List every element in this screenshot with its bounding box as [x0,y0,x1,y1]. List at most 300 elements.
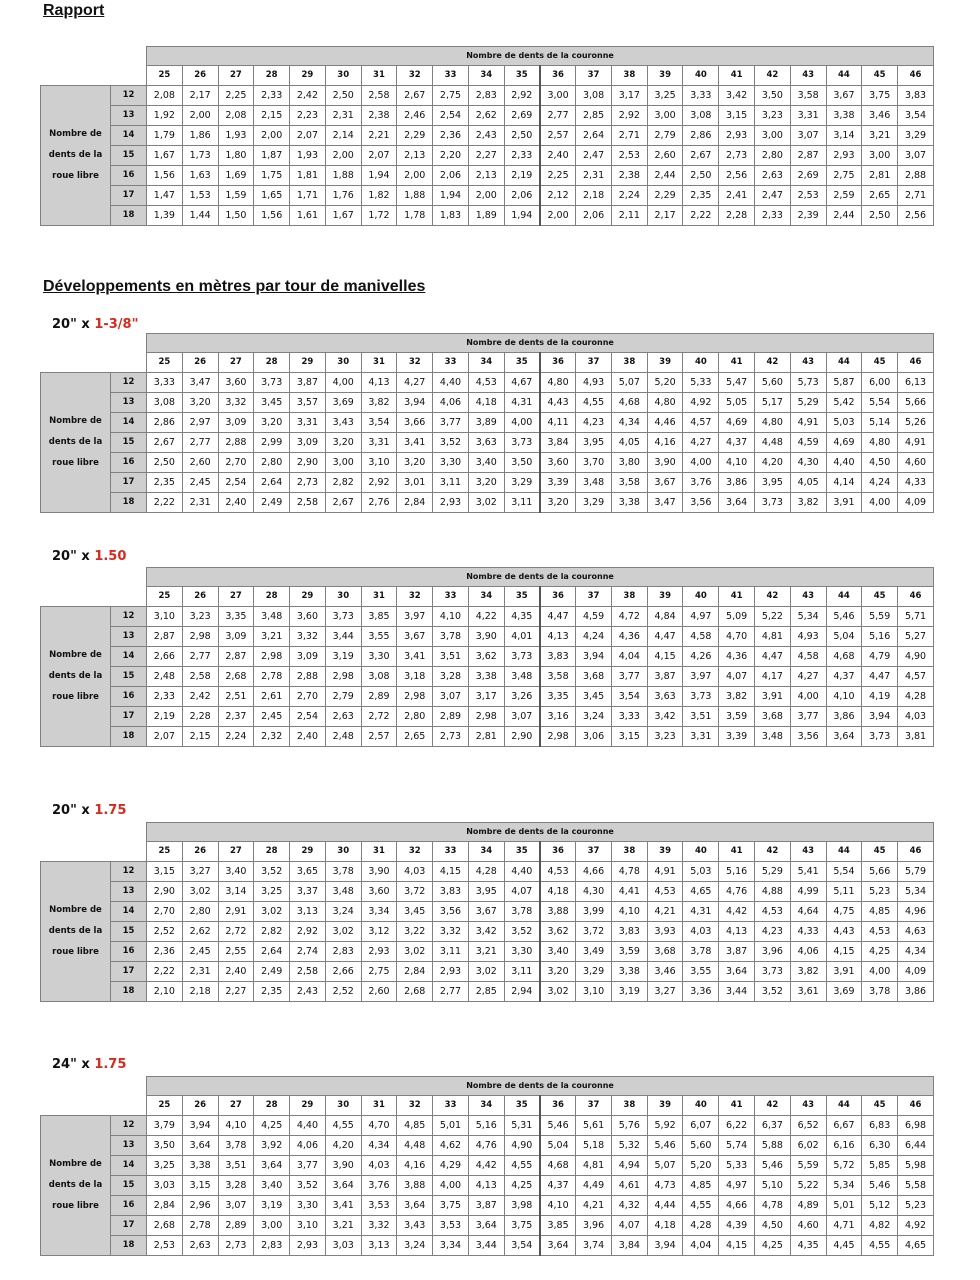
table-cell: 3,42 [719,85,755,105]
table-cell: 3,89 [468,412,504,432]
table-cell: 4,01 [504,626,540,646]
table-cell: 3,43 [325,412,361,432]
table-cell: 3,19 [325,646,361,666]
table-cell: 4,45 [826,1235,862,1255]
table-cell: 4,58 [683,626,719,646]
column-header: 28 [254,842,290,862]
table-cell: 2,63 [755,165,791,185]
table-cell: 2,69 [504,105,540,125]
column-header: 32 [397,842,433,862]
table-cell: 1,86 [182,125,218,145]
column-header: 42 [755,66,791,86]
table-cell: 4,28 [898,686,934,706]
column-header: 46 [898,1096,934,1116]
table-cell: 3,44 [719,981,755,1001]
column-header: 42 [755,1096,791,1116]
table-cell: 4,21 [576,1195,612,1215]
table-cell: 3,20 [254,412,290,432]
table-cell: 3,02 [325,921,361,941]
table-cell: 2,29 [397,125,433,145]
table-cell: 3,48 [504,666,540,686]
table-cell: 4,07 [719,666,755,686]
table-cell: 3,77 [790,706,826,726]
table-cell: 4,13 [468,1175,504,1195]
table-cell: 3,33 [147,372,183,392]
table-cell: 3,64 [254,1155,290,1175]
column-header: 45 [862,587,898,607]
table-cell: 3,73 [862,726,898,746]
column-header: 30 [325,1096,361,1116]
column-header: 33 [433,587,469,607]
column-header: 29 [290,1096,326,1116]
table-cell: 3,64 [540,1235,576,1255]
column-header: 36 [540,353,576,373]
table-cell: 3,94 [862,706,898,726]
table-cell: 3,20 [540,961,576,981]
table-cell: 3,15 [611,726,647,746]
table-cell: 3,73 [504,646,540,666]
table-cell: 3,62 [468,646,504,666]
table-cell: 2,84 [147,1195,183,1215]
table-cell: 4,53 [540,861,576,881]
column-header: 27 [218,1096,254,1116]
table-cell: 2,63 [325,706,361,726]
table-cell: 2,31 [325,105,361,125]
table-cell: 3,08 [147,392,183,412]
table-cell: 1,67 [147,145,183,165]
table-cell: 3,44 [468,1235,504,1255]
table-cell: 3,50 [504,452,540,472]
row-header: 16 [111,165,147,185]
table-cell: 2,31 [182,492,218,512]
table-cell: 2,58 [182,666,218,686]
table-cell: 2,88 [898,165,934,185]
column-header: 43 [790,1096,826,1116]
table-cell: 2,68 [397,981,433,1001]
row-header: 14 [111,125,147,145]
column-header: 45 [862,353,898,373]
table-cell: 6,22 [719,1115,755,1135]
table-cell: 4,05 [790,472,826,492]
table-cell: 2,60 [647,145,683,165]
table-cell: 3,90 [325,1155,361,1175]
table-cell: 2,83 [468,85,504,105]
row-header: 17 [111,706,147,726]
table-cell: 3,95 [468,881,504,901]
table-cell: 3,48 [325,881,361,901]
table-cell: 2,57 [540,125,576,145]
table-cell: 6,98 [898,1115,934,1135]
table-cell: 4,55 [862,1235,898,1255]
table-cell: 3,58 [540,666,576,686]
tire-diameter: 20" x [52,549,95,564]
development-table [40,822,934,1002]
table-cell: 5,17 [755,392,791,412]
table-cell: 3,20 [182,392,218,412]
table-cell: 2,25 [218,85,254,105]
table-cell: 3,10 [576,981,612,1001]
row-header: 16 [111,686,147,706]
table-cell: 2,66 [325,961,361,981]
column-header: 42 [755,353,791,373]
table-cell: 4,09 [898,492,934,512]
column-header: 26 [182,353,218,373]
table-cell: 4,00 [790,686,826,706]
table-cell: 6,00 [862,372,898,392]
table-cell: 4,84 [647,606,683,626]
table-cell: 6,44 [898,1135,934,1155]
table-cell: 4,23 [576,412,612,432]
table-cell: 3,10 [361,452,397,472]
table-cell: 3,48 [755,726,791,746]
table-cell: 2,87 [790,145,826,165]
table-cell: 2,98 [325,666,361,686]
table-cell: 2,51 [218,686,254,706]
table-cell: 2,75 [433,85,469,105]
table-cell: 3,40 [254,1175,290,1195]
table-cell: 3,73 [683,686,719,706]
table-cell: 4,18 [468,392,504,412]
table-cell: 1,39 [147,205,183,225]
column-header: 26 [182,587,218,607]
table-cell: 5,46 [755,1155,791,1175]
table-cell: 1,81 [290,165,326,185]
table-cell: 2,52 [147,921,183,941]
row-group-label-line: Nombre de [49,904,102,915]
table-cell: 2,72 [361,706,397,726]
table-cell: 4,25 [254,1115,290,1135]
table-cell: 2,31 [576,165,612,185]
row-group-label-line: roue libre [52,457,99,468]
table-cell: 2,50 [504,125,540,145]
column-header: 27 [218,842,254,862]
column-header: 34 [468,587,504,607]
table-cell: 2,87 [147,626,183,646]
column-header: 37 [576,1096,612,1116]
table-cell: 1,65 [254,185,290,205]
column-header: 39 [647,587,683,607]
column-header: 43 [790,842,826,862]
table-cell: 4,57 [898,666,934,686]
table-cell: 4,63 [898,921,934,941]
table-cell: 3,14 [218,881,254,901]
tire-diameter: 20" x [52,803,95,818]
column-header: 44 [826,842,862,862]
row-header: 16 [111,941,147,961]
table-cell: 3,59 [719,706,755,726]
table-cell: 2,12 [540,185,576,205]
table-cell: 1,56 [254,205,290,225]
row-header: 17 [111,185,147,205]
developpements-heading: Développements en mètres par tour de manivelles [43,278,426,295]
table-cell: 2,81 [862,165,898,185]
table-cell: 5,33 [683,372,719,392]
column-header: 32 [397,587,433,607]
table-cell: 3,56 [683,492,719,512]
table-row [41,981,934,1001]
table-cell: 4,48 [397,1135,433,1155]
table-cell: 3,00 [540,85,576,105]
table-cell: 4,53 [862,921,898,941]
table-cell: 2,59 [826,185,862,205]
table-cell: 4,99 [790,881,826,901]
table-cell: 2,17 [182,85,218,105]
table-row [41,392,934,412]
table-cell: 3,64 [826,726,862,746]
table-cell: 4,47 [540,606,576,626]
table-cell: 2,42 [290,85,326,105]
table-cell: 5,72 [826,1155,862,1175]
table-cell: 3,91 [826,492,862,512]
table-row [41,666,934,686]
table-cell: 3,24 [576,706,612,726]
table-row [41,452,934,472]
table-cell: 4,10 [826,686,862,706]
table-cell: 3,26 [504,686,540,706]
table-cell: 3,31 [790,105,826,125]
table-cell: 3,47 [182,372,218,392]
table-cell: 2,25 [540,165,576,185]
table-cell: 2,94 [504,981,540,1001]
table-cell: 3,33 [611,706,647,726]
table-cell: 3,69 [826,981,862,1001]
column-header: 33 [433,1096,469,1116]
tire-diameter: 20" x [52,317,95,332]
table-row [41,861,934,881]
table-cell: 4,03 [361,1155,397,1175]
row-group-label-line: dents de la [48,1179,103,1190]
table-cell: 3,82 [790,492,826,512]
table-cell: 3,42 [468,921,504,941]
table-cell: 4,15 [719,1235,755,1255]
table-cell: 3,60 [218,372,254,392]
table-header: Nombre de dents de la couronne [147,568,934,587]
tire-width: 1-3/8" [94,317,139,332]
column-header: 26 [182,842,218,862]
table-cell: 2,92 [361,472,397,492]
table-cell: 4,67 [504,372,540,392]
table-row [41,626,934,646]
row-group-label-line: Nombre de [49,415,102,426]
table-cell: 2,40 [218,961,254,981]
table-cell: 4,68 [540,1155,576,1175]
table-cell: 3,29 [576,492,612,512]
table-cell: 2,29 [647,185,683,205]
table-cell: 4,37 [540,1175,576,1195]
table-cell: 4,25 [862,941,898,961]
table-cell: 2,79 [647,125,683,145]
empty-corner [41,587,147,607]
table-cell: 3,73 [254,372,290,392]
table-row [41,372,934,392]
table-cell: 2,73 [433,726,469,746]
table-cell: 5,87 [826,372,862,392]
table-cell: 3,09 [218,626,254,646]
table-cell: 5,12 [862,1195,898,1215]
table-cell: 2,06 [504,185,540,205]
table-cell: 4,70 [719,626,755,646]
table-cell: 2,43 [290,981,326,1001]
table-cell: 3,77 [433,412,469,432]
table-cell: 5,31 [504,1115,540,1135]
table-cell: 4,60 [790,1215,826,1235]
table-cell: 3,56 [790,726,826,746]
column-header: 44 [826,587,862,607]
table-cell: 2,71 [898,185,934,205]
table-cell: 2,24 [218,726,254,746]
table-row [41,1195,934,1215]
column-header: 31 [361,587,397,607]
table-cell: 2,58 [361,85,397,105]
table-cell: 2,07 [361,145,397,165]
table-cell: 3,09 [218,412,254,432]
table-cell: 3,07 [790,125,826,145]
table-row [41,1135,934,1155]
table-cell: 5,73 [790,372,826,392]
table-cell: 2,42 [182,686,218,706]
table-cell: 4,18 [540,881,576,901]
table-row [41,145,934,165]
table-cell: 3,67 [826,85,862,105]
table-cell: 3,93 [647,921,683,941]
table-cell: 3,78 [504,901,540,921]
table-cell: 5,42 [826,392,862,412]
table-cell: 3,94 [576,646,612,666]
table-cell: 3,00 [254,1215,290,1235]
table-cell: 2,00 [325,145,361,165]
table-cell: 2,74 [290,941,326,961]
table-cell: 4,81 [755,626,791,646]
column-header: 29 [290,353,326,373]
table-cell: 4,88 [755,881,791,901]
table-cell: 3,20 [468,472,504,492]
table-cell: 4,94 [611,1155,647,1175]
table-cell: 2,84 [397,492,433,512]
row-header: 15 [111,921,147,941]
table-cell: 2,75 [361,961,397,981]
table-cell: 3,99 [576,901,612,921]
table-cell: 3,94 [182,1115,218,1135]
table-cell: 6,16 [826,1135,862,1155]
table-cell: 4,14 [826,472,862,492]
column-header: 37 [576,587,612,607]
table-cell: 3,85 [361,606,397,626]
table-cell: 2,98 [468,706,504,726]
table-cell: 4,10 [433,606,469,626]
empty-corner [41,1096,147,1116]
table-cell: 4,33 [790,921,826,941]
table-cell: 4,93 [790,626,826,646]
table-cell: 2,15 [254,105,290,125]
table-cell: 3,53 [361,1195,397,1215]
table-cell: 2,35 [683,185,719,205]
table-row [41,706,934,726]
table-cell: 4,47 [862,666,898,686]
table-cell: 2,89 [218,1215,254,1235]
table-cell: 3,02 [468,492,504,512]
table-cell: 2,92 [504,85,540,105]
table-cell: 4,42 [468,1155,504,1175]
table-cell: 4,40 [504,861,540,881]
table-cell: 5,98 [898,1155,934,1175]
table-cell: 2,60 [182,452,218,472]
table-cell: 3,11 [433,941,469,961]
table-cell: 5,04 [540,1135,576,1155]
table-cell: 6,13 [898,372,934,392]
table-cell: 2,22 [147,492,183,512]
table-cell: 4,10 [540,1195,576,1215]
table-cell: 3,76 [683,472,719,492]
table-cell: 2,08 [147,85,183,105]
table-cell: 2,78 [182,1215,218,1235]
row-header: 13 [111,626,147,646]
table-cell: 2,33 [755,205,791,225]
table-cell: 3,52 [755,981,791,1001]
table-cell: 4,42 [719,901,755,921]
table-cell: 2,77 [433,981,469,1001]
table-cell: 2,00 [540,205,576,225]
table-header: Nombre de dents de la couronne [147,334,934,353]
table-cell: 2,19 [147,706,183,726]
table-cell: 2,07 [290,125,326,145]
table-cell: 3,32 [361,1215,397,1235]
table-cell: 2,93 [826,145,862,165]
table-cell: 4,70 [361,1115,397,1135]
table-cell: 4,80 [647,392,683,412]
table-row [41,646,934,666]
column-header: 45 [862,842,898,862]
table-cell: 6,52 [790,1115,826,1135]
table-cell: 3,02 [468,961,504,981]
table-cell: 4,17 [755,666,791,686]
table-cell: 2,98 [397,686,433,706]
table-cell: 5,54 [862,392,898,412]
table-cell: 2,38 [611,165,647,185]
column-header: 46 [898,353,934,373]
row-header: 13 [111,105,147,125]
table-cell: 3,11 [504,492,540,512]
table-cell: 5,85 [862,1155,898,1175]
table-cell: 4,60 [898,452,934,472]
table-cell: 3,43 [397,1215,433,1235]
column-header: 28 [254,1096,290,1116]
table-cell: 3,48 [254,606,290,626]
column-header: 39 [647,353,683,373]
table-cell: 4,18 [647,1215,683,1235]
table-cell: 3,54 [611,686,647,706]
table-cell: 4,03 [683,921,719,941]
row-header: 18 [111,1235,147,1255]
table-cell: 4,85 [862,901,898,921]
table-cell: 3,64 [468,1215,504,1235]
table-cell: 2,40 [290,726,326,746]
table-cell: 3,51 [683,706,719,726]
table-cell: 5,34 [898,881,934,901]
development-table [40,1076,934,1256]
table-cell: 4,43 [540,392,576,412]
table-cell: 4,09 [898,961,934,981]
table-cell: 2,23 [290,105,326,125]
table-cell: 3,55 [683,961,719,981]
table-cell: 3,76 [361,1175,397,1195]
table-cell: 2,73 [218,1235,254,1255]
table-cell: 4,20 [325,1135,361,1155]
row-header: 17 [111,961,147,981]
table-cell: 4,06 [290,1135,326,1155]
column-header: 35 [504,1096,540,1116]
table-cell: 2,70 [147,901,183,921]
column-header: 39 [647,1096,683,1116]
